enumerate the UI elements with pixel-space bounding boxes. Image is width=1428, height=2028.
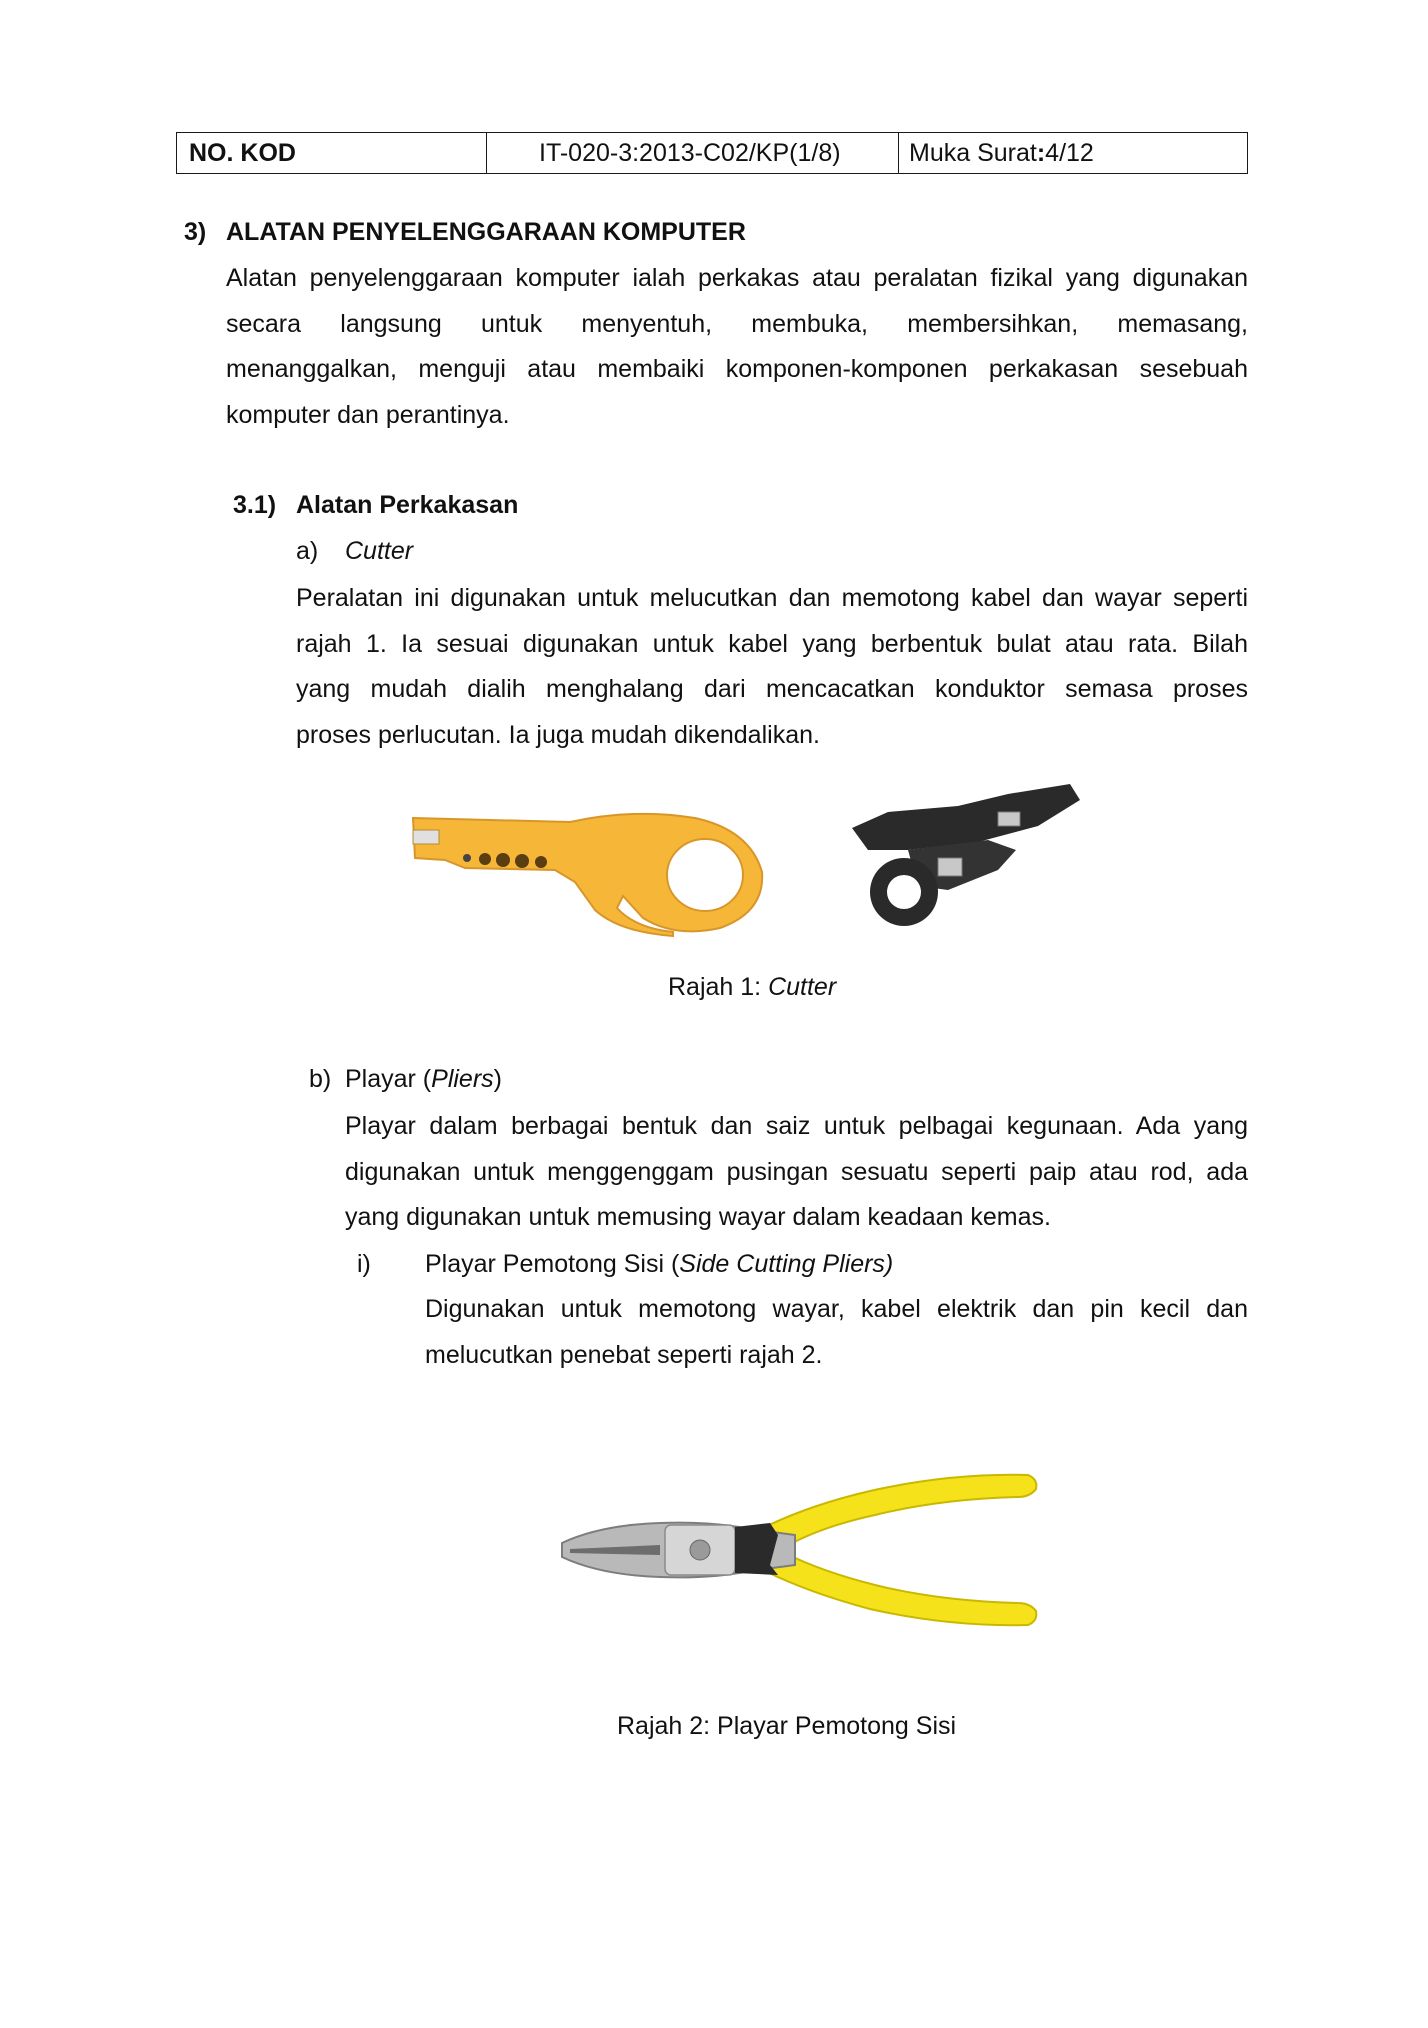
item-b-title <box>345 1064 502 1094</box>
figure-1-caption-italic: Cutter <box>768 973 837 1001</box>
item-b-paragraph <box>345 1104 1248 1241</box>
item-b-marker: b) <box>309 1065 332 1093</box>
pliers-upper-handle <box>765 1475 1036 1547</box>
sub-i-marker: i) <box>357 1250 371 1278</box>
sub-i-title <box>425 1249 893 1279</box>
yellow-stripper-blade-slot <box>413 830 439 844</box>
section-title: ALATAN PENYELENGGARAAN KOMPUTER <box>226 218 746 246</box>
page-label: Muka Surat <box>909 138 1037 167</box>
sub-i-title-italic: Side Cutting Pliers) <box>679 1250 894 1278</box>
sub-i-line: Digunakan untuk memotong wayar, kabel elektrik dan pin kecil dan <box>425 1295 1248 1323</box>
intro-line: menanggalkan, menguji atau membaiki komponen-komponen perkakasan sesebuah <box>226 355 1248 383</box>
yellow-cable-stripper-image <box>405 800 775 940</box>
code-value: IT-020-3:2013-C02/KP(1/8) <box>487 133 899 173</box>
item-b-title-suffix: ) <box>493 1065 502 1093</box>
subsection-title: Alatan Perkakasan <box>296 491 519 519</box>
black-cable-stripper-image <box>848 780 1088 940</box>
item-a-line: proses perlucutan. Ia juga mudah dikendalikan. <box>296 720 820 749</box>
section-number: 3) <box>184 218 207 246</box>
side-cutting-pliers-image <box>560 1465 1040 1645</box>
page-separator: : <box>1036 138 1046 167</box>
item-a-title: Cutter <box>345 537 414 565</box>
code-label: NO. KOD <box>177 133 487 173</box>
figure-1-caption-prefix: Rajah 1: <box>668 973 769 1001</box>
item-a-line: yang mudah dialih menghalang dari mencacatkan konduktor semasa proses <box>296 675 1248 703</box>
figure-2-caption: Rajah 2: Playar Pemotong Sisi <box>617 1712 957 1740</box>
item-a-paragraph <box>296 576 1248 758</box>
subsection-number: 3.1) <box>233 491 277 519</box>
header-table <box>176 132 1248 174</box>
figure-1-caption <box>668 972 836 1002</box>
item-b-line: Playar dalam berbagai bentuk dan saiz untuk pelbagai kegunaan. Ada yang <box>345 1112 1248 1140</box>
sub-i-paragraph <box>425 1287 1248 1378</box>
item-b-title-prefix: Playar ( <box>345 1065 432 1093</box>
item-b-line: digunakan untuk menggenggam pusingan sesuatu seperti paip atau rod, ada <box>345 1157 1248 1186</box>
page-number-cell <box>899 133 1247 173</box>
intro-line: komputer dan perantinya. <box>226 400 510 429</box>
black-stripper-upper-jaw <box>852 784 1080 850</box>
yellow-stripper-ring-hole <box>667 839 743 911</box>
intro-line: secara langsung untuk menyentuh, membuka, membersihkan, memasang, <box>226 309 1248 338</box>
item-a-marker: a) <box>296 537 319 565</box>
page-value: 4/12 <box>1045 138 1094 167</box>
intro-line: Alatan penyelenggaraan komputer ialah perkakas atau peralatan fizikal yang digunakan <box>226 264 1248 292</box>
item-a-line: rajah 1. Ia sesuai digunakan untuk kabel yang berbentuk bulat atau rata. Bilah <box>296 629 1248 658</box>
item-b-line: yang digunakan untuk memusing wayar dalam keadaan kemas. <box>345 1203 1051 1231</box>
section-intro <box>226 256 1248 438</box>
sub-i-title-prefix: Playar Pemotong Sisi ( <box>425 1250 680 1278</box>
pliers-lower-handle <box>765 1553 1036 1625</box>
item-b-title-italic: Pliers <box>431 1065 494 1093</box>
sub-i-line: melucutkan penebat seperti rajah 2. <box>425 1340 823 1369</box>
item-a-line: Peralatan ini digunakan untuk melucutkan dan memotong kabel dan wayar seperti <box>296 584 1248 612</box>
